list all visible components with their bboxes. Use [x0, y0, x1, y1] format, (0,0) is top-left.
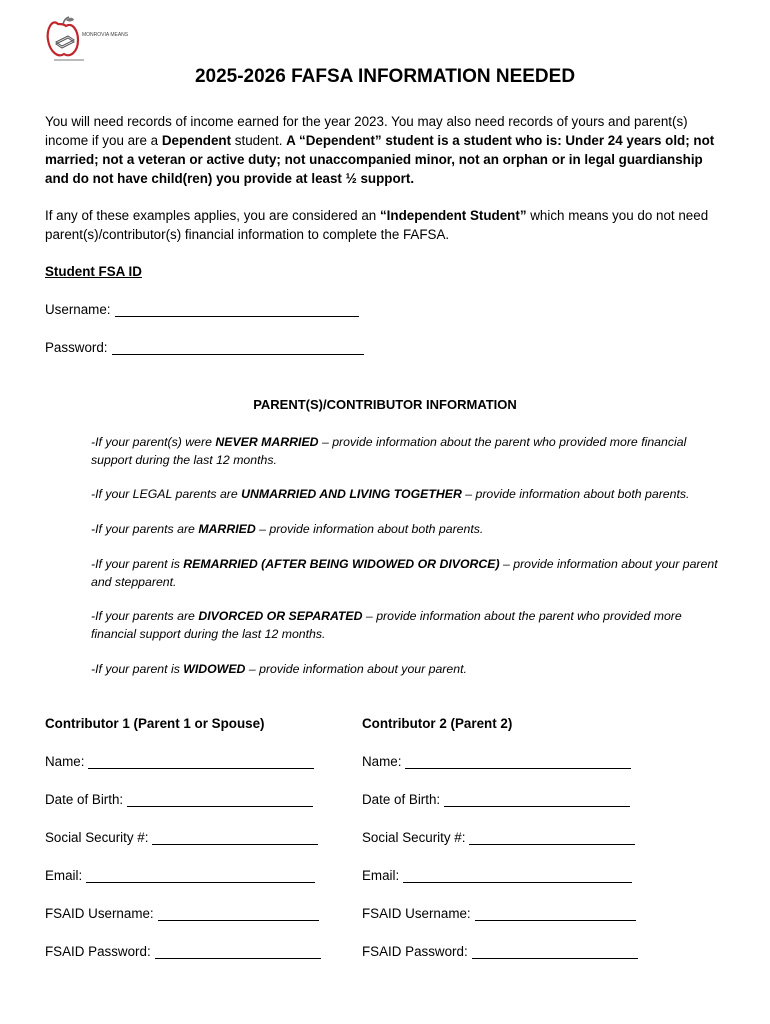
note-text: – provide information about the parent who provided more financial support during the last 12 months. [91, 435, 687, 467]
contributor2-fsa-password-line[interactable] [472, 944, 638, 959]
contributor2-heading: Contributor 2 (Parent 2) [362, 716, 513, 731]
intro-text-1: You will need records of income earned for the year 2023. You may also need records of yours and parent(s) income if you are a [45, 114, 688, 148]
contributor1-dob-line[interactable] [127, 792, 313, 807]
contributor2-fsa-username-field[interactable] [362, 906, 636, 921]
field-label: Social Security #: [45, 830, 149, 845]
student-username-field[interactable] [45, 302, 359, 317]
note-text: -If your LEGAL parents are [91, 487, 242, 501]
student-password-label: Password: [45, 340, 108, 355]
contributor2-email-line[interactable] [403, 868, 632, 883]
contributor1-ssn-field[interactable] [45, 830, 318, 845]
contributor1-fsa-username-field[interactable] [45, 906, 319, 921]
contributor1-email-line[interactable] [86, 868, 315, 883]
contributor2-fsa-username-line[interactable] [475, 906, 636, 921]
note-remarried [91, 555, 721, 591]
field-label: FSAID Username: [362, 906, 471, 921]
note-bold: UNMARRIED AND LIVING TOGETHER [241, 487, 462, 501]
student-username-label: Username: [45, 302, 111, 317]
parent-info-heading: PARENT(S)/CONTRIBUTOR INFORMATION [253, 397, 517, 412]
student-fsa-heading: Student FSA ID [45, 264, 142, 279]
note-divorced [91, 607, 721, 643]
note-bold: NEVER MARRIED [215, 435, 319, 449]
note-widowed [91, 660, 721, 678]
contributor2-dob-field[interactable] [362, 792, 630, 807]
contributor2-fsa-password-field[interactable] [362, 944, 638, 959]
note-text: – provide information about your parent. [245, 662, 467, 676]
note-text: -If your parents are [91, 609, 199, 623]
intro-paragraph [45, 112, 730, 188]
note-text: -If your parent(s) were [91, 435, 216, 449]
note-bold: MARRIED [198, 522, 256, 536]
contributor2-dob-line[interactable] [444, 792, 630, 807]
independent-paragraph [45, 206, 730, 244]
note-unmarried-together [91, 485, 721, 503]
contributor1-name-field[interactable] [45, 754, 314, 769]
logo [44, 16, 129, 64]
contributor1-email-field[interactable] [45, 868, 315, 883]
field-label: FSAID Username: [45, 906, 154, 921]
independent-text-1: If any of these examples applies, you are considered an [45, 208, 380, 223]
field-label: Date of Birth: [45, 792, 124, 807]
note-bold: REMARRIED (AFTER BEING WIDOWED OR DIVORCE) [183, 557, 500, 571]
intro-text-3: student. [231, 133, 287, 148]
note-text: -If your parent is [91, 557, 184, 571]
note-text: – provide information about your parent and stepparent. [91, 557, 718, 589]
apple-logo-icon [44, 16, 129, 64]
field-label: Name: [362, 754, 402, 769]
student-password-line[interactable] [112, 340, 364, 355]
note-married [91, 520, 721, 538]
contributor1-name-line[interactable] [88, 754, 314, 769]
contributor1-heading: Contributor 1 (Parent 1 or Spouse) [45, 716, 265, 731]
contributor1-fsa-password-field[interactable] [45, 944, 321, 959]
contributor1-fsa-password-line[interactable] [155, 944, 321, 959]
independent-text-3: which means you do not need parent(s)/contributor(s) financial information to complete the FAFSA. [45, 208, 709, 242]
field-label: Date of Birth: [362, 792, 441, 807]
field-label: FSAID Password: [362, 944, 468, 959]
note-never-married [91, 433, 721, 469]
field-label: Email: [45, 868, 83, 883]
contributor2-name-line[interactable] [405, 754, 631, 769]
logo-text: MONROVIA MEANS [82, 32, 129, 38]
contributor2-ssn-field[interactable] [362, 830, 635, 845]
note-text: – provide information about both parents. [255, 522, 484, 536]
note-bold: DIVORCED OR SEPARATED [198, 609, 363, 623]
note-text: -If your parent is [91, 662, 184, 676]
field-label: Social Security #: [362, 830, 466, 845]
student-username-line[interactable] [115, 302, 359, 317]
note-bold: WIDOWED [183, 662, 246, 676]
contributor2-email-field[interactable] [362, 868, 632, 883]
student-password-field[interactable] [45, 340, 364, 355]
independent-bold: “Independent Student” [379, 208, 527, 223]
field-label: FSAID Password: [45, 944, 151, 959]
contributor1-fsa-username-line[interactable] [158, 906, 319, 921]
contributor2-name-field[interactable] [362, 754, 631, 769]
field-label: Email: [362, 868, 400, 883]
note-text: -If your parents are [91, 522, 199, 536]
intro-dependent: Dependent [161, 133, 232, 148]
page-title: 2025-2026 FAFSA INFORMATION NEEDED [194, 66, 576, 87]
note-text: – provide information about the parent who provided more financial support during the last 12 months. [91, 609, 682, 641]
contributor1-ssn-line[interactable] [152, 830, 318, 845]
intro-definition: A “Dependent” student is a student who is: Under 24 years old; not married; not a veteran or active duty; not unaccompanied minor, not an orphan or in legal guardianship and do not have child(ren) you provide at least ½ support. [45, 133, 715, 186]
note-text: – provide information about both parents. [461, 487, 690, 501]
contributor1-dob-field[interactable] [45, 792, 313, 807]
field-label: Name: [45, 754, 85, 769]
contributor2-ssn-line[interactable] [469, 830, 635, 845]
